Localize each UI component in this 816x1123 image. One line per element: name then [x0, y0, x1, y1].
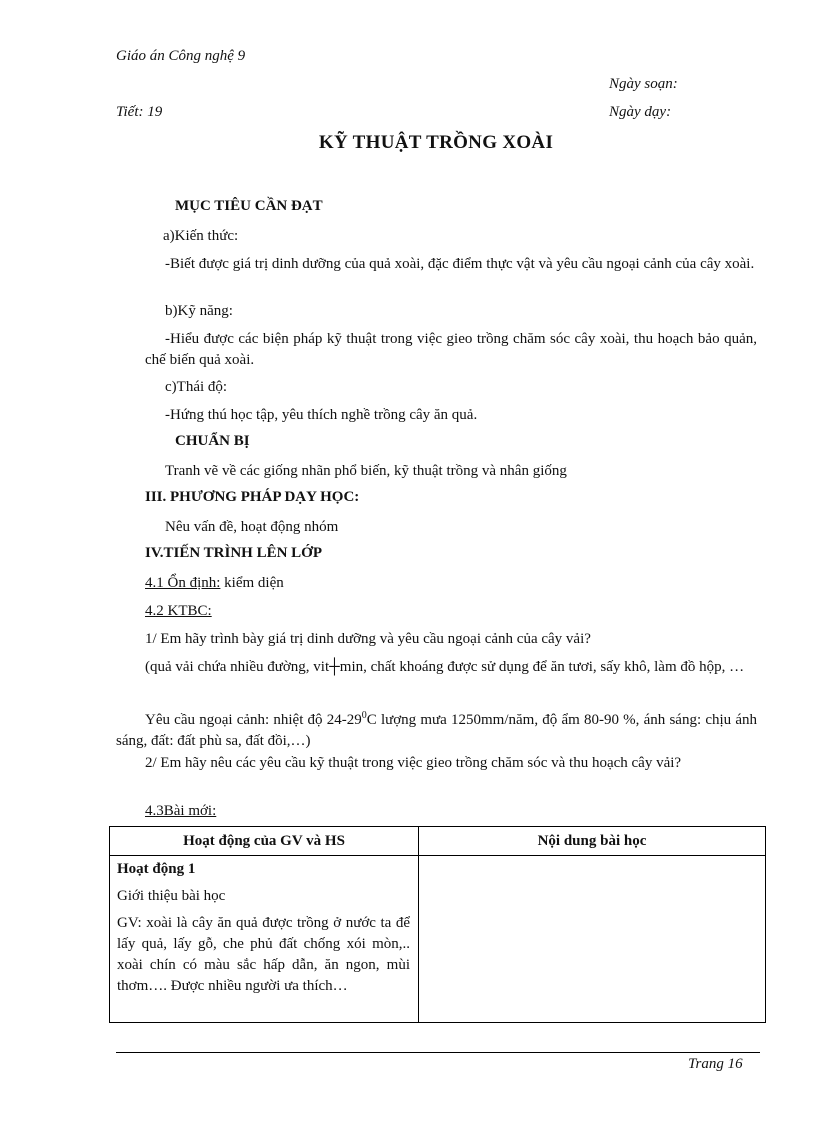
- question-2: 2/ Em hãy nêu các yêu cầu kỹ thuật trong việc gieo trồng chăm sóc và thu hoạch cây vải?: [145, 755, 682, 771]
- stabilize-line: [145, 573, 284, 594]
- answer-1-requirements-pre: Yêu cầu ngoại cảnh: nhiệt độ 24-29: [145, 712, 362, 728]
- footer-divider: [116, 1052, 760, 1053]
- stabilize-label: 4.1 Ổn định:: [145, 575, 221, 591]
- preparation-text: Tranh vẽ về các giống nhãn phổ biến, kỹ thuật trồng và nhân giống: [165, 463, 567, 479]
- page-number: Trang 16: [688, 1056, 743, 1072]
- attitude-text: -Hứng thú học tập, yêu thích nghề trồng cây ăn quả.: [165, 407, 478, 423]
- content-cell: [419, 856, 766, 1023]
- question-1: 1/ Em hãy trình bày giá trị dinh dưỡng và yêu cầu ngoại cảnh của cây vải?: [145, 631, 591, 647]
- answer-1-requirements: [116, 705, 757, 752]
- procedure-heading: IV.TIẾN TRÌNH LÊN LỚP: [145, 545, 322, 561]
- knowledge-text: -Biết được giá trị dinh dưỡng của quả xoài, đặc điểm thực vật và yêu cầu ngoại cảnh của cây xoài.: [165, 256, 755, 272]
- objectives-heading: MỤC TIÊU CẦN ĐẠT: [175, 198, 323, 214]
- activity-teacher-text: GV: xoài là cây ăn quả được trồng ở nước ta để lấy quả, lấy gỗ, che phủ đất chống xói mòn,.. xoài chín có màu sắc hấp dẫn, ăn ngon, mùi thơm…. Được nhiều người ưa thích…: [117, 915, 410, 994]
- skills-label: b)Kỹ năng:: [165, 303, 233, 319]
- review-label: 4.2 KTBC:: [145, 603, 212, 619]
- col-header-activities: Hoạt động của GV và HS: [110, 827, 419, 856]
- methods-heading: III. PHƯƠNG PHÁP DẠY HỌC:: [145, 489, 360, 505]
- answer-1-requirements-post: C lượng mưa 1250mm/năm, độ ẩm 80-90 %, ánh sáng: chịu ánh sáng, đất: đất phù sa, đất đồi,…): [116, 712, 757, 749]
- table-row: [110, 856, 766, 1023]
- methods-text: Nêu vấn đề, hoạt động nhóm: [165, 519, 339, 535]
- attitude-label: c)Thái độ:: [165, 379, 228, 395]
- preparation-date-label: Ngày soạn:: [609, 76, 678, 92]
- skills-text: -Hiểu được các biện pháp kỹ thuật trong việc gieo trồng chăm sóc cây xoài, thu hoạch bảo quản, chế biến quả xoài.: [145, 331, 757, 368]
- lesson-period: Tiết: 19: [116, 104, 163, 120]
- answer-1: (quả vải chứa nhiều đường, vit┼min, chất khoáng được sử dụng để ăn tươi, sấy khô, làm đồ hộp, …: [145, 659, 745, 675]
- knowledge-label: a)Kiến thức:: [163, 228, 239, 244]
- activity-cell: [110, 856, 419, 1023]
- document-name: Giáo án Công nghệ 9: [116, 48, 246, 64]
- degree-superscript: 0: [361, 710, 367, 721]
- stabilize-text: kiểm diện: [220, 575, 284, 591]
- teaching-date-label: Ngày dạy:: [609, 104, 672, 120]
- activity-intro: Giới thiệu bài học: [117, 888, 226, 904]
- activity-table: [109, 826, 766, 1023]
- table-header-row: [110, 827, 766, 856]
- col-header-content: Nội dung bài học: [419, 827, 766, 856]
- activity-title: Hoạt động 1: [117, 861, 196, 877]
- new-lesson-label: 4.3Bài mới:: [145, 803, 217, 819]
- preparation-heading: CHUẨN BỊ: [175, 433, 250, 449]
- page-title: KỸ THUẬT TRỒNG XOÀI: [318, 132, 554, 153]
